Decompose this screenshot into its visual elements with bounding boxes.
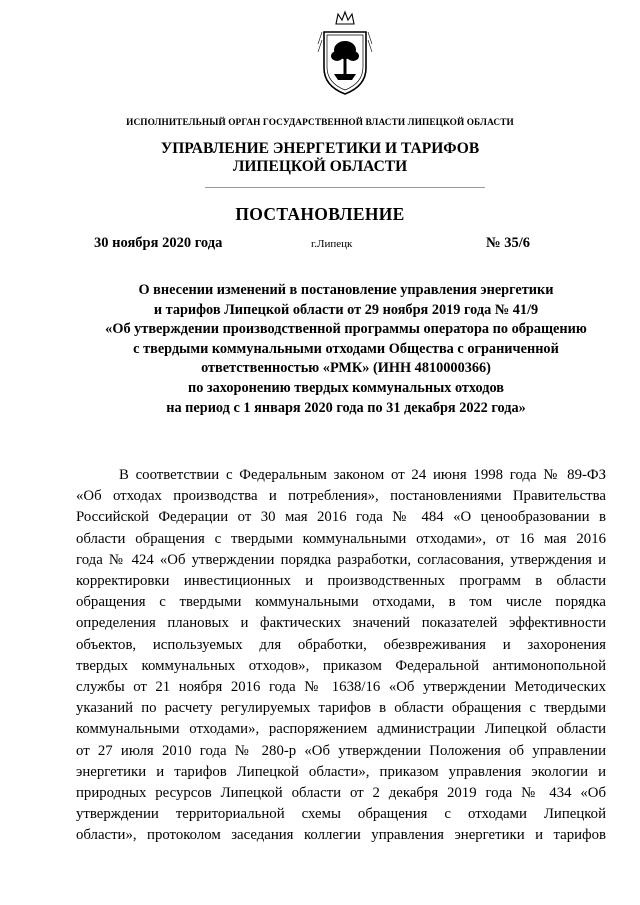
document-type: ПОСТАНОВЛЕНИЕ <box>235 204 405 224</box>
title-line: и тарифов Липецкой области от 29 ноября 2019 года № 41/9 <box>153 301 539 318</box>
body-line: корректировки инвестиционных и производственных программ в области <box>76 573 606 590</box>
document-title <box>70 281 622 418</box>
title-line: на период с 1 января 2020 года по 31 декабря 2022 года» <box>166 399 526 416</box>
coat-of-arms-emblem <box>316 10 374 98</box>
body-line: твердых коммунальных отходов», приказом Федеральной антимонопольной <box>76 657 606 674</box>
document-number: № 35/6 <box>486 235 530 251</box>
body-line: определения плановых и фактических значений показателей эффективности <box>76 615 606 632</box>
header-divider <box>205 187 485 188</box>
title-line: ответственностью «РМК» (ИНН 4810000366) <box>201 360 491 377</box>
title-line: по захоронению твердых коммунальных отходов <box>187 379 505 396</box>
body-line: года № 424 «Об утверждении порядка разработки, согласования, утверждения и <box>76 551 606 568</box>
body-line: «Об отходах производства и потребления», постановлениями Правительства <box>76 488 606 505</box>
department-name-line-2: ЛИПЕЦКОЙ ОБЛАСТИ <box>232 158 408 175</box>
body-line: указаний по расчету регулируемых тарифов в области обращения с твердыми <box>76 700 606 717</box>
document-city: г.Липецк <box>311 238 353 250</box>
title-line: с твердыми коммунальными отходами Общества с ограниченной <box>133 340 559 357</box>
body-line: области», протоколом заседания коллегии управления энергетики и тарифов <box>76 827 606 844</box>
body-line: обращения с твердыми коммунальными отходами, в том числе порядка <box>76 594 606 611</box>
document-date: 30 ноября 2020 года <box>94 235 223 251</box>
body-line: В соответствии с Федеральным законом от 24 июня 1998 года № 89-ФЗ <box>119 467 606 483</box>
department-name <box>0 140 640 176</box>
body-line: от 27 июля 2010 года № 280-р «Об утверждении Положения об управлении <box>76 742 606 759</box>
body-line: области обращения с твердыми коммунальными отходами», от 16 мая 2016 <box>76 530 606 547</box>
title-line: О внесении изменений в постановление управления энергетики <box>138 282 554 298</box>
body-line: энергетики и тарифов Липецкой области», приказом управления экологии и <box>76 763 606 780</box>
body-line: утверждении территориальной схемы обращения с отходами Липецкой <box>76 806 606 823</box>
body-line: объектов, используемых для обработки, обезвреживания и захоронения <box>76 636 606 653</box>
department-name-line-1: УПРАВЛЕНИЕ ЭНЕРГЕТИКИ И ТАРИФОВ <box>160 140 480 157</box>
body-line: коммунальными отходами», распоряжением администрации Липецкой области <box>76 721 606 738</box>
title-line: «Об утверждении производственной программы оператора по обращению <box>105 321 587 338</box>
body-line: природных ресурсов Липецкой области от 2 декабря 2019 года № 434 «Об <box>76 785 606 802</box>
body-line: службы от 21 ноября 2016 года № 1638/16 «Об утверждении Методических <box>76 679 606 696</box>
body-paragraph <box>76 465 606 847</box>
issuing-authority: ИСПОЛНИТЕЛЬНЫЙ ОРГАН ГОСУДАРСТВЕННОЙ ВЛАСТИ ЛИПЕЦКОЙ ОБЛАСТИ <box>126 118 514 128</box>
body-line: Российской Федерации от 30 мая 2016 года № 484 «О ценообразовании в <box>76 509 606 526</box>
